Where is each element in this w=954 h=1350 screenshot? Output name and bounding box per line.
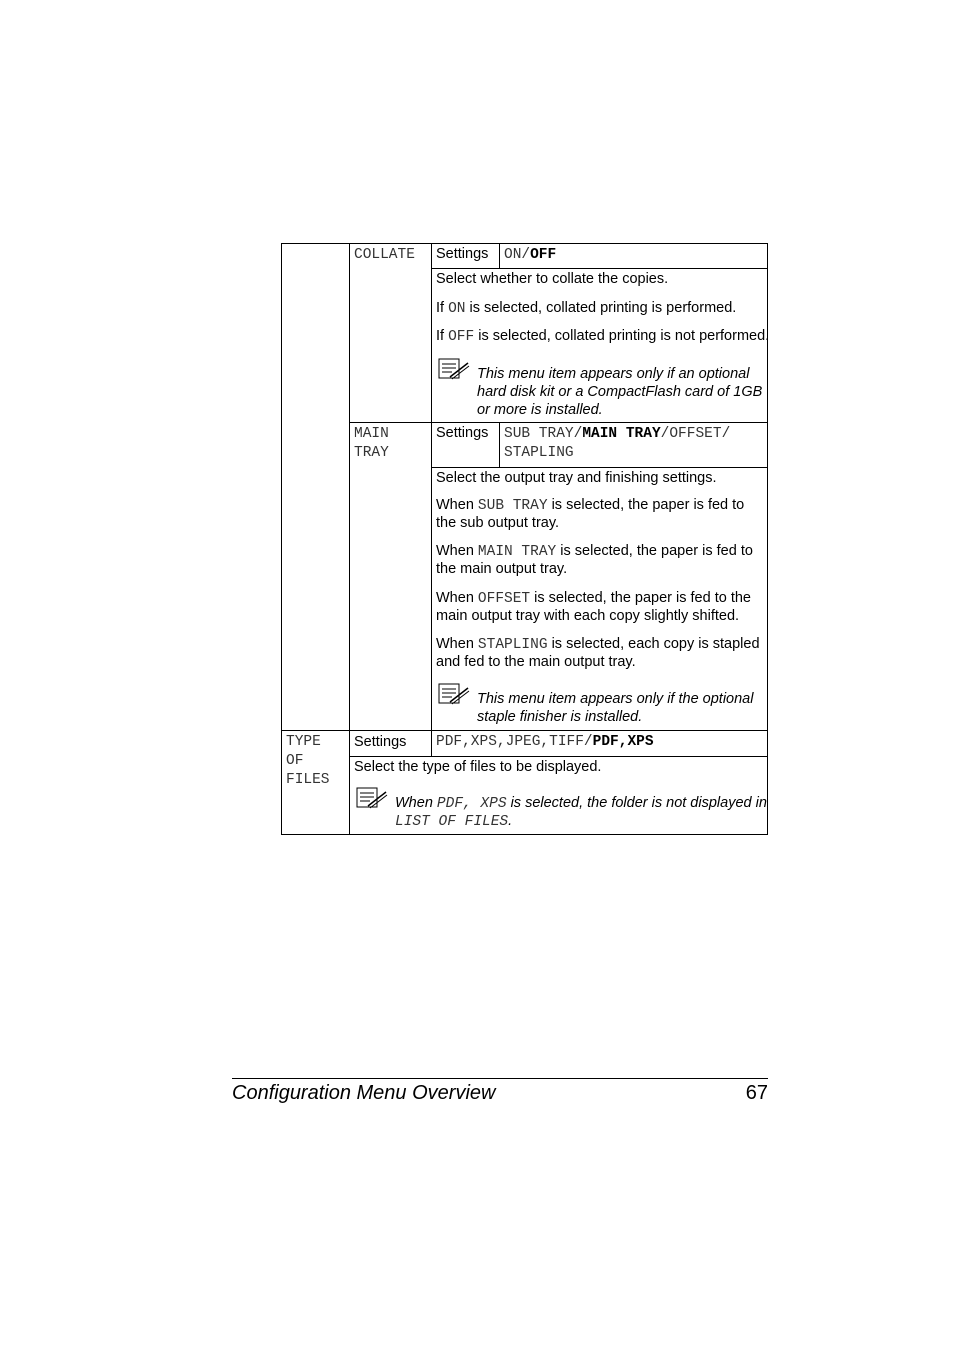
footer-rule bbox=[232, 1078, 768, 1079]
main-tray-name-line1: MAIN bbox=[354, 426, 389, 442]
settings-divider-main bbox=[499, 422, 500, 468]
collate-description: Select whether to collate the copies. bbox=[436, 271, 669, 287]
type-of-files-settings-value: PDF,XPS,JPEG,TIFF/PDF,XPS bbox=[436, 734, 654, 750]
collate-if-off: If OFF is selected, collated printing is not performed. bbox=[436, 328, 770, 345]
type-of-files-name-line2: OF bbox=[286, 753, 304, 769]
collate-settings-rule bbox=[431, 268, 768, 269]
collate-name: COLLATE bbox=[354, 247, 415, 263]
table-border-top bbox=[281, 243, 768, 244]
table-border-bottom bbox=[281, 834, 768, 835]
note-pencil-icon bbox=[438, 358, 470, 380]
note-pencil-icon bbox=[438, 683, 470, 705]
main-tray-note-line1: This menu item appears only if the optional bbox=[477, 691, 754, 707]
main-tray-settings-value-line2: STAPLING bbox=[504, 445, 574, 461]
main-tray-settings-label: Settings bbox=[436, 425, 489, 441]
collate-settings-label: Settings bbox=[436, 246, 489, 262]
type-of-files-name-line3: FILES bbox=[286, 772, 330, 788]
type-of-files-note-line2: LIST OF FILES. bbox=[395, 813, 513, 830]
main-type-separator bbox=[281, 730, 768, 731]
collate-if-on: If ON is selected, collated printing is performed. bbox=[436, 300, 737, 317]
type-settings-rule bbox=[349, 756, 768, 757]
main-tray-main-line2: the main output tray. bbox=[436, 561, 568, 577]
main-tray-stapling-line1: When STAPLING is selected, each copy is stapled bbox=[436, 636, 760, 653]
collate-note-line1: This menu item appears only if an optional bbox=[477, 366, 750, 382]
main-tray-offset-line2: main output tray with each copy slightly shifted. bbox=[436, 608, 740, 624]
type-of-files-name-line1: TYPE bbox=[286, 734, 321, 750]
main-tray-sub-line1: When SUB TRAY is selected, the paper is fed to bbox=[436, 497, 745, 514]
page-number: 67 bbox=[745, 1082, 768, 1104]
col-divider-1 bbox=[349, 243, 350, 835]
main-tray-stapling-line2: and fed to the main output tray. bbox=[436, 654, 636, 670]
main-tray-note-line2: staple finisher is installed. bbox=[477, 709, 643, 725]
note-pencil-icon bbox=[356, 787, 388, 809]
settings-divider-type bbox=[431, 730, 432, 757]
main-tray-settings-value: SUB TRAY/MAIN TRAY/OFFSET/ bbox=[504, 426, 731, 442]
collate-main-separator bbox=[349, 422, 768, 423]
collate-note-line3: or more is installed. bbox=[477, 402, 603, 418]
main-tray-main-line1: When MAIN TRAY is selected, the paper is fed to bbox=[436, 543, 753, 560]
type-of-files-note-line1: When PDF, XPS is selected, the folder is not displayed in bbox=[395, 795, 767, 812]
collate-note-line2: hard disk kit or a CompactFlash card of 1GB bbox=[477, 384, 763, 400]
main-tray-sub-line2: the sub output tray. bbox=[436, 515, 560, 531]
footer-title: Configuration Menu Overview bbox=[232, 1082, 496, 1104]
main-tray-description: Select the output tray and finishing settings. bbox=[436, 470, 717, 486]
main-settings-rule bbox=[431, 467, 768, 468]
main-tray-name-line2: TRAY bbox=[354, 445, 389, 461]
collate-settings-value: ON/OFF bbox=[504, 247, 557, 263]
col-divider-2 bbox=[431, 243, 432, 731]
type-of-files-description: Select the type of files to be displayed. bbox=[354, 759, 602, 775]
type-of-files-settings-label: Settings bbox=[354, 734, 407, 750]
settings-divider-collate bbox=[499, 243, 500, 269]
main-tray-offset-line1: When OFFSET is selected, the paper is fed to the bbox=[436, 590, 751, 607]
table-border-left bbox=[281, 243, 282, 835]
